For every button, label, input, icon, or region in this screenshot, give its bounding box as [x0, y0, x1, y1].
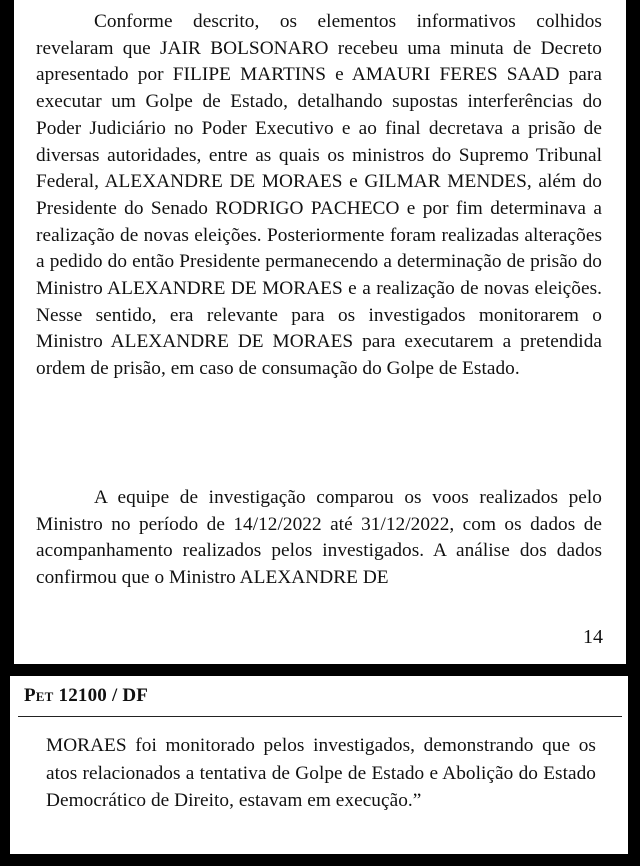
document-page-top — [14, 0, 626, 664]
body-paragraph: A equipe de investigação comparou os voos realizados pelo Ministro no período de 14/12/2022 até 31/12/2022, com os dados de acompanhamento realizados pelos investigados. A análise dos dados confirmou que o Ministro ALEXANDRE DE — [36, 487, 602, 589]
page-number: 14 — [583, 626, 603, 648]
case-header: Pet 12100 / DF — [24, 685, 149, 706]
body-paragraph: MORAES foi monitorado pelos investigados, demonstrando que os atos relacionados a tentativa de Golpe de Estado e Abolição do Estado Democrático de Direito, estavam em execução.” — [46, 735, 596, 811]
header-divider — [18, 716, 622, 717]
body-paragraph: Conforme descrito, os elementos informativos colhidos revelaram que JAIR BOLSONARO recebeu uma minuta de Decreto apresentado por FILIPE MARTINS e AMAURI FERES SAAD para executar um Golpe de Estado, detalhando supostas interferências do Poder Judiciário no Poder Executivo e ao final decretava a prisão de diversas autoridades, entre as quais os ministros do Supremo Tribunal Federal, ALEXANDRE DE MORAES e GILMAR MENDES, além do Presidente do Senado RODRIGO PACHECO e por fim determinava a realização de novas eleições. Posteriormente foram realizadas alterações a pedido do então Presidente permanecendo a determinação de prisão do Ministro ALEXANDRE DE MORAES e a realização de novas eleições. Nesse sentido, era relevante para os investigados monitorarem o Ministro ALEXANDRE DE MORAES para executarem a pretendida ordem de prisão, em caso de consumação do Golpe de Estado. — [36, 11, 602, 380]
document-page-bottom — [10, 676, 628, 854]
